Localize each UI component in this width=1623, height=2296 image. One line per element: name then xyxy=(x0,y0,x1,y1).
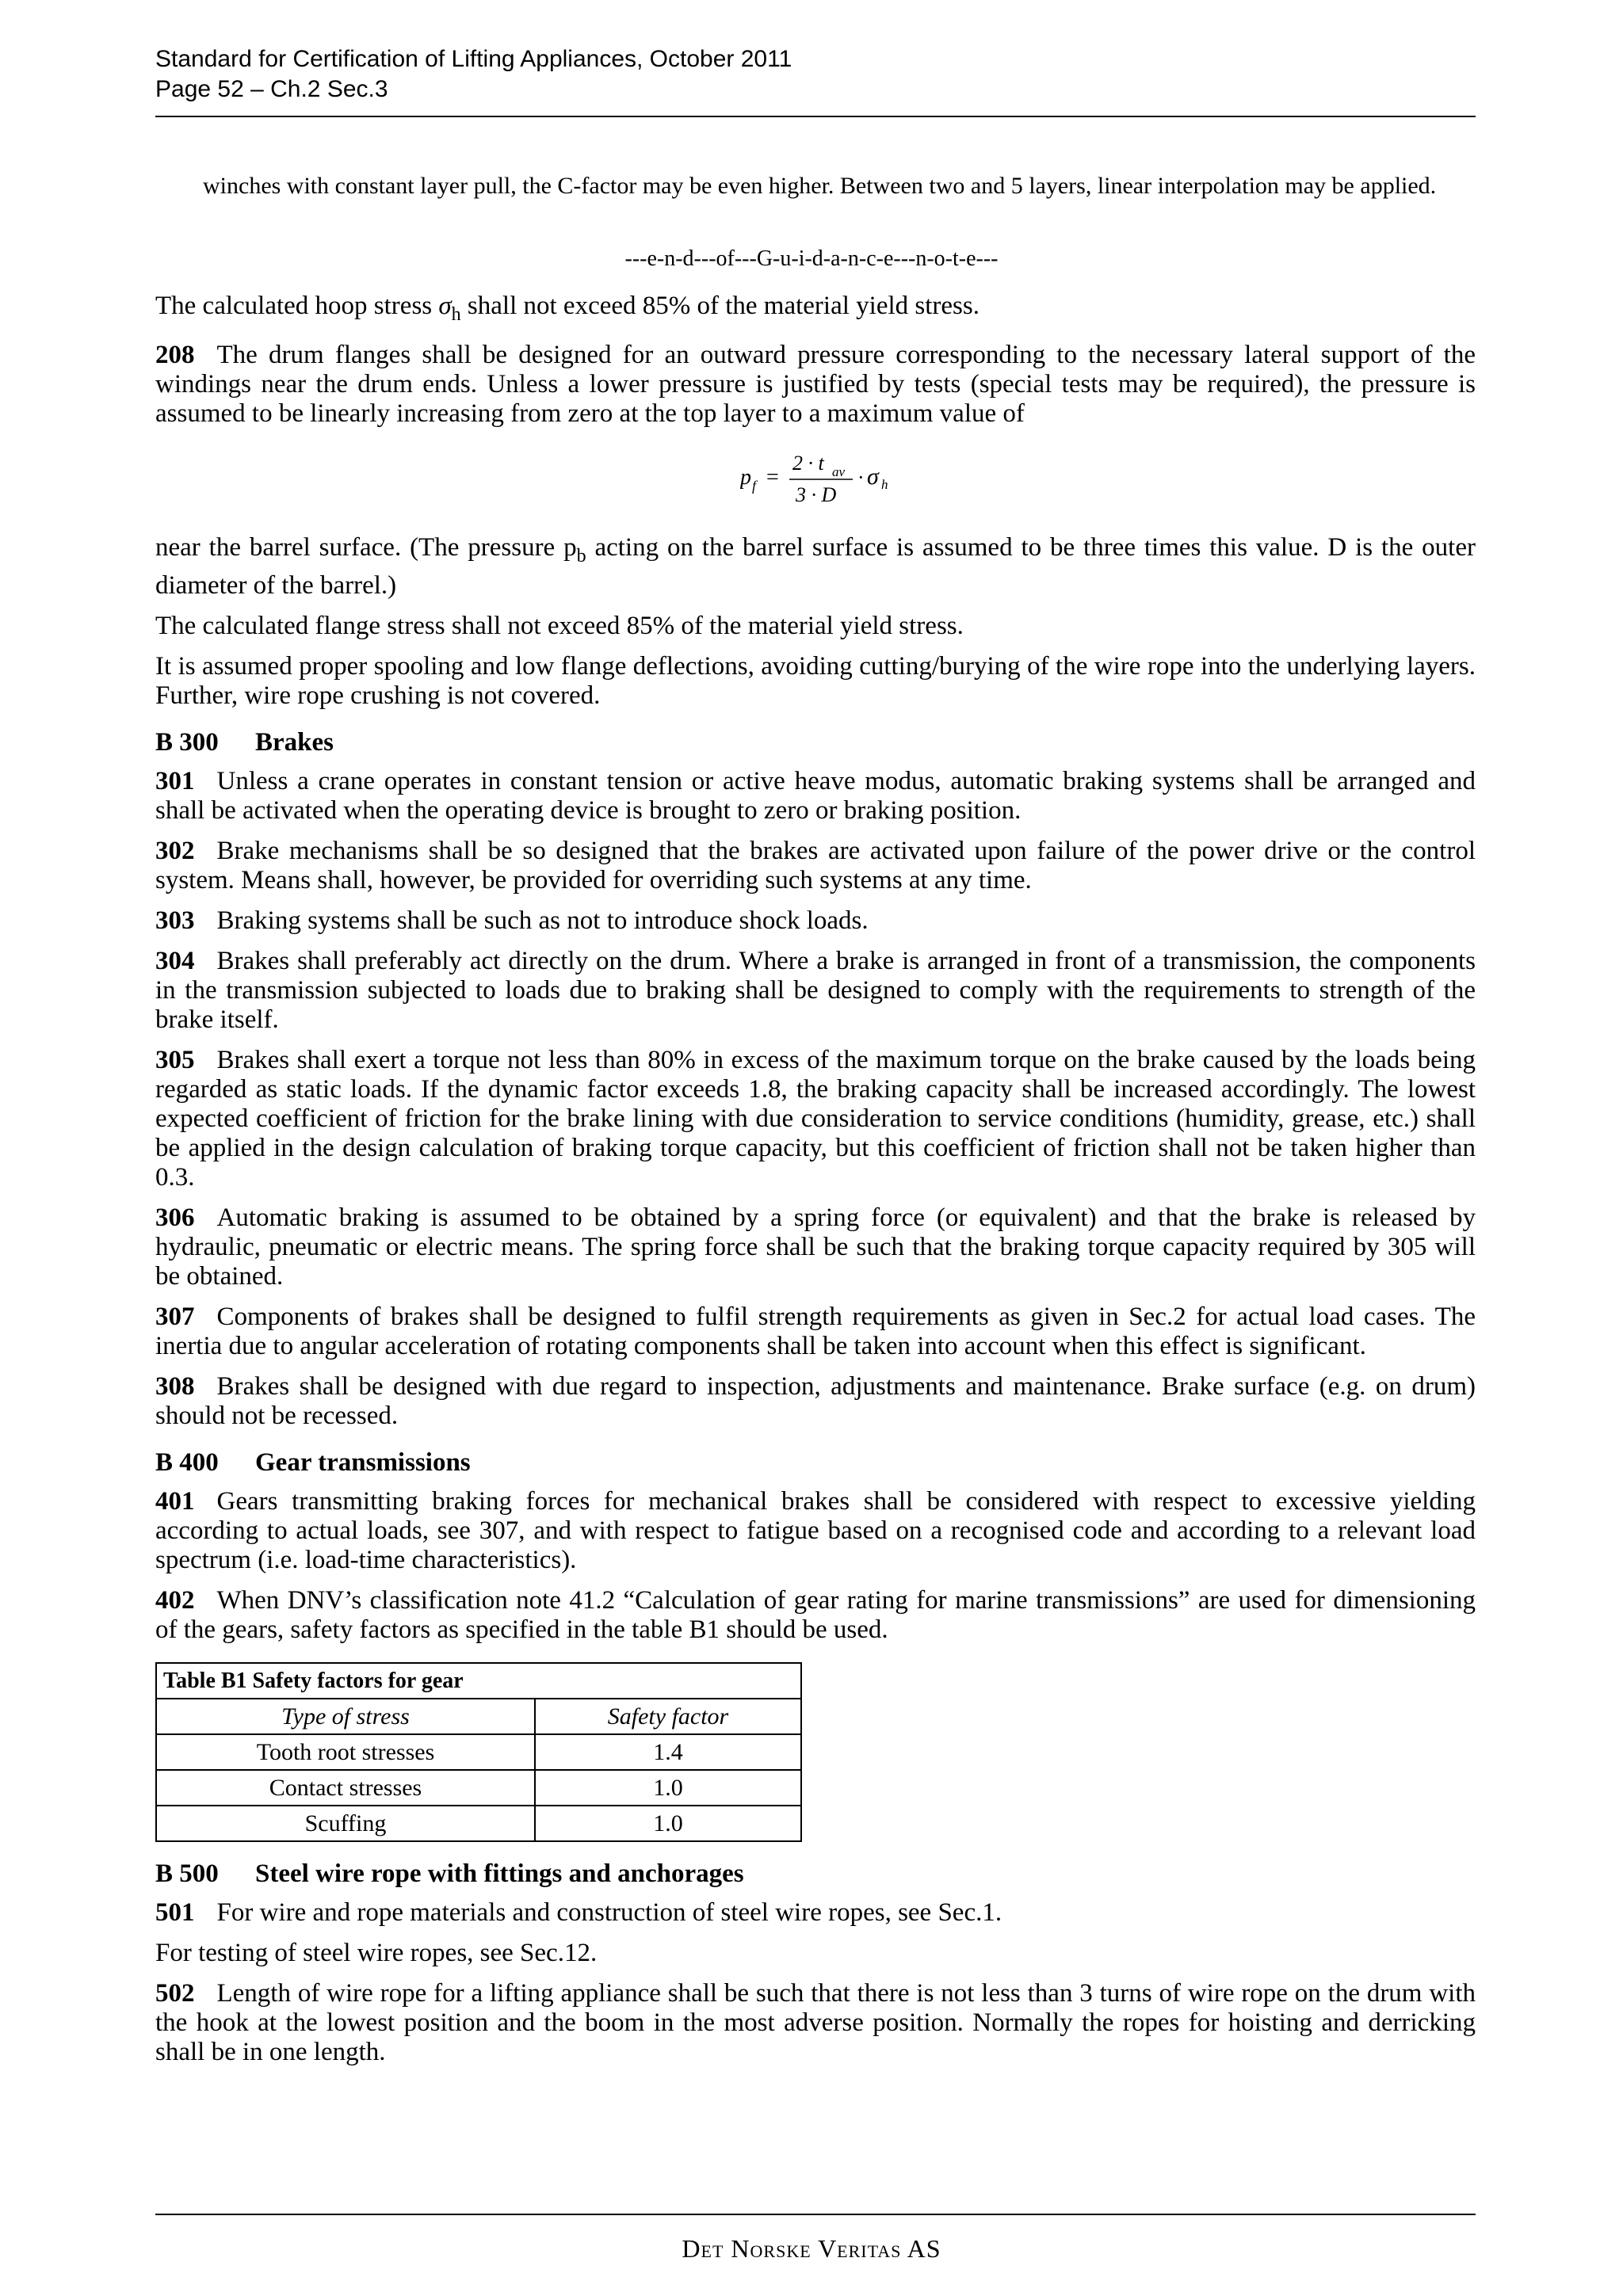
table-cell: 1.0 xyxy=(535,1806,801,1841)
safety-factor-table xyxy=(155,1662,802,1842)
table-row xyxy=(156,1770,801,1806)
section-heading-b400: B 400 Gear transmissions xyxy=(155,1448,471,1477)
table-cell: 1.4 xyxy=(535,1734,801,1770)
formula-sigma-sub: h xyxy=(881,477,888,492)
header-title: Standard for Certification of Lifting Appliances, October 2011 xyxy=(155,46,792,72)
sigma-symbol: σ xyxy=(438,292,452,320)
formula-denominator: 3 · D xyxy=(796,483,837,506)
flange-pressure-formula xyxy=(740,446,930,517)
paragraph-305: 305 Brakes shall exert a torque not less than 80% in excess of the maximum torque on the brake caused by the loads being regarded as static loads. If the dynamic factor exceeds 1.8, the braking capacity shall be increased accordingly. The lowest expected coefficient of friction for the brake lining with due consideration to service conditions (humidity, grease, etc.) shall be applied in the design calculation of braking torque capacity, but this coefficient of friction shall not be taken higher than 0.3. xyxy=(155,1046,1476,1192)
table-cell: Contact stresses xyxy=(156,1770,535,1806)
paragraph-401: 401 Gears transmitting braking forces for mechanical brakes shall be considered with respect to excessive yielding according to actual loads, see 307, and with respect to fatigue based on a recognised code and according to a relevant load spectrum (i.e. load-time characteristics). xyxy=(155,1487,1476,1574)
paragraph-308: 308 Brakes shall be designed with due regard to inspection, adjustments and maintenance. Brake surface (e.g. on drum) should not be recessed. xyxy=(155,1372,1476,1430)
paragraph-303: 303 Braking systems shall be such as not to introduce shock loads. xyxy=(155,906,869,935)
footer-rule xyxy=(155,2214,1476,2215)
formula-lhs-sub: f xyxy=(752,478,757,494)
paragraph-304: 304 Brakes shall preferably act directly on the drum. Where a brake is arranged in front of a transmission, the components in the transmission subjected to loads due to braking shall be designed to comply with the requirements to strength of the brake itself. xyxy=(155,947,1476,1034)
testing-paragraph: For testing of steel wire ropes, see Sec.12. xyxy=(155,1939,598,1967)
paragraph-302: 302 Brake mechanisms shall be so designed that the brakes are activated upon failure of the power drive or the control system. Means shall, however, be provided for overriding such systems at any time. xyxy=(155,837,1476,894)
paragraph-number: 208 xyxy=(155,341,195,369)
formula-block xyxy=(155,440,1476,533)
spooling-paragraph: It is assumed proper spooling and low flange deflections, avoiding cutting/burying of the wire rope into the underlying layers. Further, wire rope crushing is not covered. xyxy=(155,652,1476,710)
header-rule xyxy=(155,116,1476,117)
formula-sigma: σ xyxy=(867,463,879,490)
table-caption: Table B1 Safety factors for gear xyxy=(156,1663,801,1699)
barrel-paragraph: near the barrel surface. (The pressure $p_b$ acting on the barrel surface is assumed to be three times this value. D is the outer diameter of the barrel.) xyxy=(155,533,1476,600)
table-cell: Tooth root stresses xyxy=(156,1734,535,1770)
guidance-end-marker: ---e-n-d---of---G-u-i-d-a-n-c-e---n-o-t-e--- xyxy=(624,246,999,271)
table-row xyxy=(156,1806,801,1841)
table-cell: Scuffing xyxy=(156,1806,535,1841)
guidance-note-text: winches with constant layer pull, the C-factor may be even higher. Between two and 5 layers, linear interpolation may be applied. xyxy=(203,173,1437,199)
table-header-cell: Safety factor xyxy=(535,1699,801,1734)
header-page-ref: Page 52 – Ch.2 Sec.3 xyxy=(155,76,388,102)
paragraph-501: 501 For wire and rope materials and construction of steel wire ropes, see Sec.1. xyxy=(155,1898,1002,1927)
footer-publisher: Det Norske Veritas AS xyxy=(682,2234,941,2263)
paragraph-307: 307 Components of brakes shall be designed to fulfil strength requirements as given in Sec.2 for actual load cases. The inertia due to angular acceleration of rotating components shall be taken into account when this effect is significant. xyxy=(155,1302,1476,1360)
paragraph-208: 208 The drum flanges shall be designed for an outward pressure corresponding to the necessary lateral support of the windings near the drum ends. Unless a lower pressure is justified by tests (special tests may be required), the pressure is assumed to be linearly increasing from zero at the top layer to a maximum value of xyxy=(155,341,1476,428)
section-heading-b500: B 500 Steel wire rope with fittings and anchorages xyxy=(155,1859,744,1888)
flange-stress-paragraph: The calculated flange stress shall not exceed 85% of the material yield stress. xyxy=(155,612,964,640)
formula-equals: = xyxy=(766,465,779,490)
table-cell: 1.0 xyxy=(535,1770,801,1806)
main-text xyxy=(155,292,1476,2078)
table-header-cell: Type of stress xyxy=(156,1699,535,1734)
paragraph-306: 306 Automatic braking is assumed to be obtained by a spring force (or equivalent) and that the brake is released by hydraulic, pneumatic or electric means. The spring force shall be such that the braking torque capacity required by 305 will be obtained. xyxy=(155,1203,1476,1291)
formula-numerator-sub: av xyxy=(832,464,846,479)
paragraph-301: 301 Unless a crane operates in constant tension or active heave modus, automatic braking systems shall be arranged and shall be activated when the operating device is brought to zero or braking position. xyxy=(155,767,1476,825)
formula-lhs: p xyxy=(740,465,751,490)
hoop-stress-paragraph: The calculated hoop stress $\sigma_h$ shall not exceed 85% of the material yield stress. xyxy=(155,292,980,325)
section-heading-b300: B 300 Brakes xyxy=(155,728,334,757)
running-header xyxy=(155,44,792,105)
formula-numerator: 2 · t xyxy=(792,452,824,475)
table-row xyxy=(156,1734,801,1770)
paragraph-502: 502 Length of wire rope for a lifting appliance shall be such that there is not less than 3 turns of wire rope on the drum with the hook at the lowest position and the boom in the most adverse position. Normally the ropes for hoisting and derricking shall be in one length. xyxy=(155,1979,1476,2066)
paragraph-402: 402 When DNV’s classification note 41.2 “Calculation of gear rating for marine transmissions” are used for dimensioning of the gears, safety factors as specified in the table B1 should be used. xyxy=(155,1586,1476,1644)
formula-dot: · xyxy=(857,466,865,489)
